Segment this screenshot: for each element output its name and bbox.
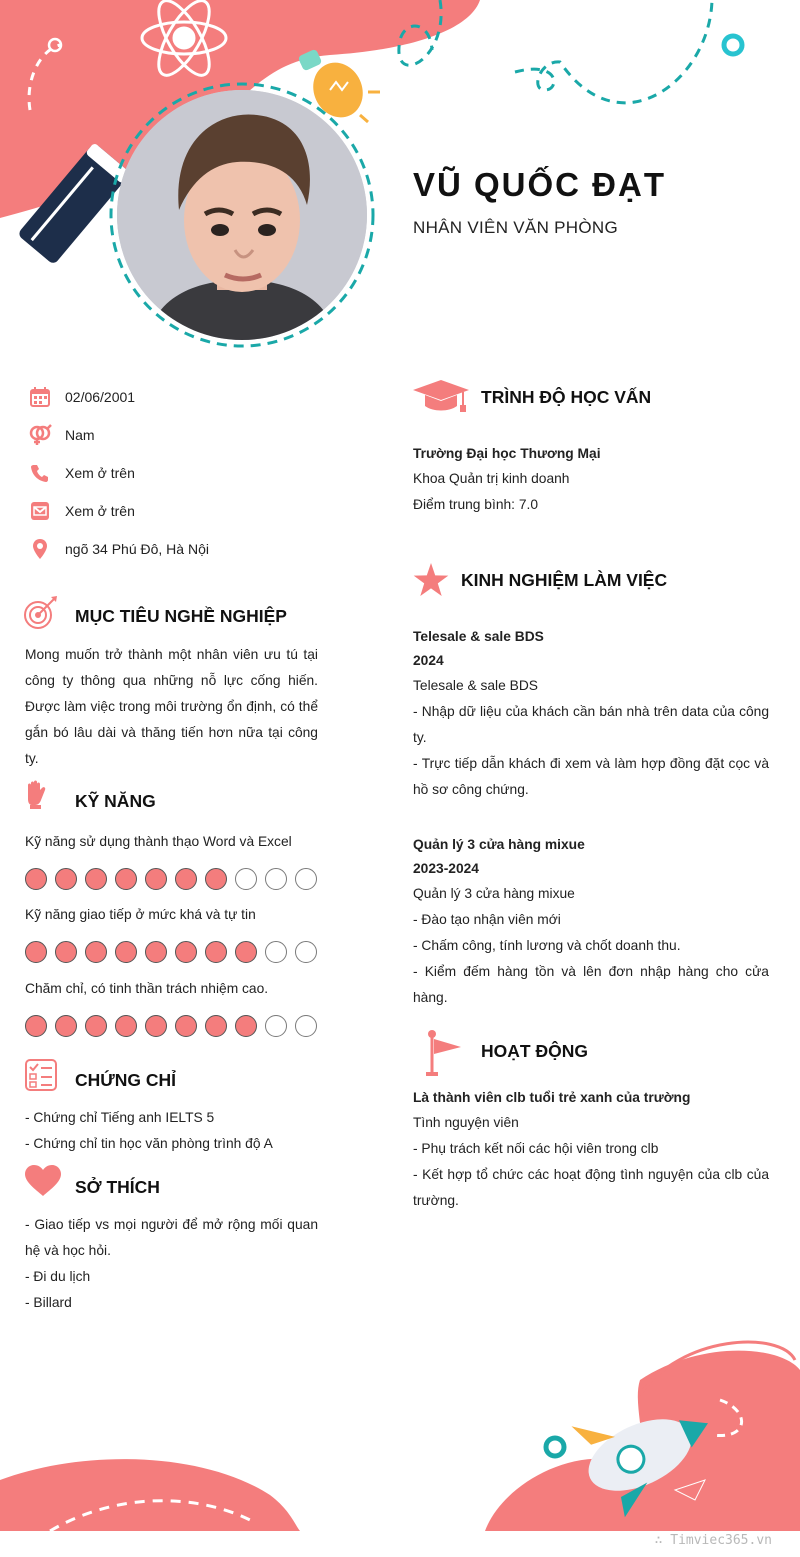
rating-dot-filled bbox=[205, 941, 227, 963]
objective-title: MỤC TIÊU NGHỀ NGHIỆP bbox=[75, 606, 287, 626]
job-period: 2023-2024 bbox=[413, 861, 479, 876]
experience-title: KINH NGHIỆM LÀM VIỆC bbox=[461, 570, 668, 590]
rating-dot-filled bbox=[235, 941, 257, 963]
phone-icon bbox=[28, 461, 52, 485]
rating-dot-filled bbox=[55, 1015, 77, 1037]
rating-dot-filled bbox=[145, 941, 167, 963]
target-icon bbox=[23, 596, 59, 635]
hobby-item: - Đi du lịch bbox=[25, 1269, 91, 1284]
skill-rating bbox=[25, 1015, 317, 1037]
candidate-name: VŨ QUỐC ĐẠT bbox=[413, 166, 666, 203]
rating-dot-filled bbox=[85, 1015, 107, 1037]
rating-dot-filled bbox=[25, 1015, 47, 1037]
rating-dot-filled bbox=[145, 1015, 167, 1037]
rating-dot-filled bbox=[175, 941, 197, 963]
contact-text: Xem ở trên bbox=[65, 503, 135, 519]
star-icon bbox=[413, 563, 449, 602]
certificate-item: - Chứng chỉ tin học văn phòng trình độ A bbox=[25, 1136, 273, 1151]
portrait-photo bbox=[117, 90, 367, 340]
rating-dot-filled bbox=[55, 941, 77, 963]
rating-dot-filled bbox=[115, 868, 137, 890]
rating-dot-filled bbox=[55, 868, 77, 890]
rating-dot-filled bbox=[145, 868, 167, 890]
contact-address bbox=[28, 537, 209, 561]
contact-email bbox=[28, 499, 135, 523]
education-school: Trường Đại học Thương Mại bbox=[413, 446, 601, 461]
rating-dot-filled bbox=[85, 941, 107, 963]
candidate-role: NHÂN VIÊN VĂN PHÒNG bbox=[413, 218, 619, 237]
skill-label: Chăm chỉ, có tinh thần trách nhiệm cao. bbox=[25, 981, 269, 996]
rating-dot-filled bbox=[115, 1015, 137, 1037]
watermark: ∴ Timviec365.vn bbox=[654, 1533, 772, 1548]
activity-item: - Kết hợp tổ chức các hoạt động tình nguyện của clb của trường. bbox=[413, 1167, 769, 1208]
skill-label: Kỹ năng giao tiếp ở mức khá và tự tin bbox=[25, 907, 256, 922]
contact-birthday bbox=[28, 385, 135, 409]
hobbies-title: SỞ THÍCH bbox=[75, 1177, 160, 1197]
education-faculty: Khoa Quản trị kinh doanh bbox=[413, 471, 570, 486]
location-icon bbox=[28, 537, 52, 561]
job-title: Quản lý 3 cửa hàng mixue bbox=[413, 837, 585, 852]
rating-dot-empty bbox=[265, 868, 287, 890]
rating-dot-filled bbox=[235, 1015, 257, 1037]
job-duty: - Trực tiếp dẫn khách đi xem và làm hợp đồng đặt cọc và hồ sơ công chứng. bbox=[413, 756, 769, 797]
hand-icon bbox=[25, 780, 47, 815]
rating-dot-empty bbox=[295, 868, 317, 890]
rating-dot-filled bbox=[175, 1015, 197, 1037]
hobby-item: - Billard bbox=[25, 1295, 72, 1310]
skill-label: Kỹ năng sử dụng thành thạo Word và Excel bbox=[25, 834, 292, 849]
job-duty: - Kiểm đếm hàng tồn và lên đơn nhập hàng cho cửa hàng. bbox=[413, 964, 769, 1005]
rating-dot-filled bbox=[25, 868, 47, 890]
activity-item: - Phụ trách kết nối các hội viên trong clb bbox=[413, 1141, 659, 1156]
job-duty: - Đào tạo nhận viên mới bbox=[413, 912, 561, 927]
certificates-title: CHỨNG CHỈ bbox=[75, 1070, 177, 1090]
heart-icon bbox=[25, 1165, 61, 1202]
job-title: Telesale & sale BDS bbox=[413, 629, 544, 644]
job-duty: - Nhập dữ liệu của khách cần bán nhà trên data của công ty. bbox=[413, 704, 769, 745]
gender-icon bbox=[28, 423, 52, 447]
rating-dot-filled bbox=[205, 1015, 227, 1037]
contact-gender bbox=[28, 423, 95, 447]
activities-title: HOẠT ĐỘNG bbox=[481, 1041, 588, 1061]
skill-rating bbox=[25, 868, 317, 890]
rating-dot-empty bbox=[295, 1015, 317, 1037]
job-period: 2024 bbox=[413, 653, 444, 668]
checklist-icon bbox=[25, 1059, 57, 1096]
rating-dot-empty bbox=[295, 941, 317, 963]
skill-rating bbox=[25, 941, 317, 963]
certificate-item: - Chứng chỉ Tiếng anh IELTS 5 bbox=[25, 1110, 215, 1125]
contact-text: Xem ở trên bbox=[65, 465, 135, 481]
skills-title: KỸ NĂNG bbox=[75, 791, 156, 811]
avatar bbox=[117, 90, 367, 340]
graduation-cap-icon bbox=[413, 380, 469, 419]
rating-dot-filled bbox=[115, 941, 137, 963]
contact-text: Nam bbox=[65, 427, 95, 443]
job-position: Quản lý 3 cửa hàng mixue bbox=[413, 886, 575, 901]
calendar-icon bbox=[28, 385, 52, 409]
education-gpa: Điểm trung bình: 7.0 bbox=[413, 497, 539, 512]
rating-dot-filled bbox=[25, 941, 47, 963]
activity-org: Là thành viên clb tuổi trẻ xanh của trường bbox=[413, 1090, 691, 1105]
rating-dot-filled bbox=[85, 868, 107, 890]
rating-dot-empty bbox=[265, 941, 287, 963]
hobby-item: - Giao tiếp vs mọi người để mở rộng mối quan hệ và học hỏi. bbox=[25, 1217, 318, 1258]
objective-text: Mong muốn trở thành một nhân viên ưu tú tại công ty thông qua những nỗ lực cống hiến. Được làm việc trong môi trường ổn định, có thể gắn bó lâu dài và thăng tiến hơn nữa tại công ty. bbox=[25, 647, 318, 766]
rating-dot-filled bbox=[205, 868, 227, 890]
contact-phone bbox=[28, 461, 135, 485]
contact-text: ngõ 34 Phú Đô, Hà Nội bbox=[65, 541, 209, 557]
rating-dot-empty bbox=[235, 868, 257, 890]
job-duty: - Chấm công, tính lương và chốt doanh thu. bbox=[413, 938, 681, 953]
rating-dot-filled bbox=[175, 868, 197, 890]
email-icon bbox=[28, 499, 52, 523]
activity-role: Tình nguyện viên bbox=[413, 1115, 519, 1130]
job-position: Telesale & sale BDS bbox=[413, 678, 539, 693]
education-title: TRÌNH ĐỘ HỌC VẤN bbox=[481, 387, 652, 407]
flag-icon bbox=[425, 1030, 463, 1081]
rating-dot-empty bbox=[265, 1015, 287, 1037]
contact-text: 02/06/2001 bbox=[65, 389, 136, 405]
